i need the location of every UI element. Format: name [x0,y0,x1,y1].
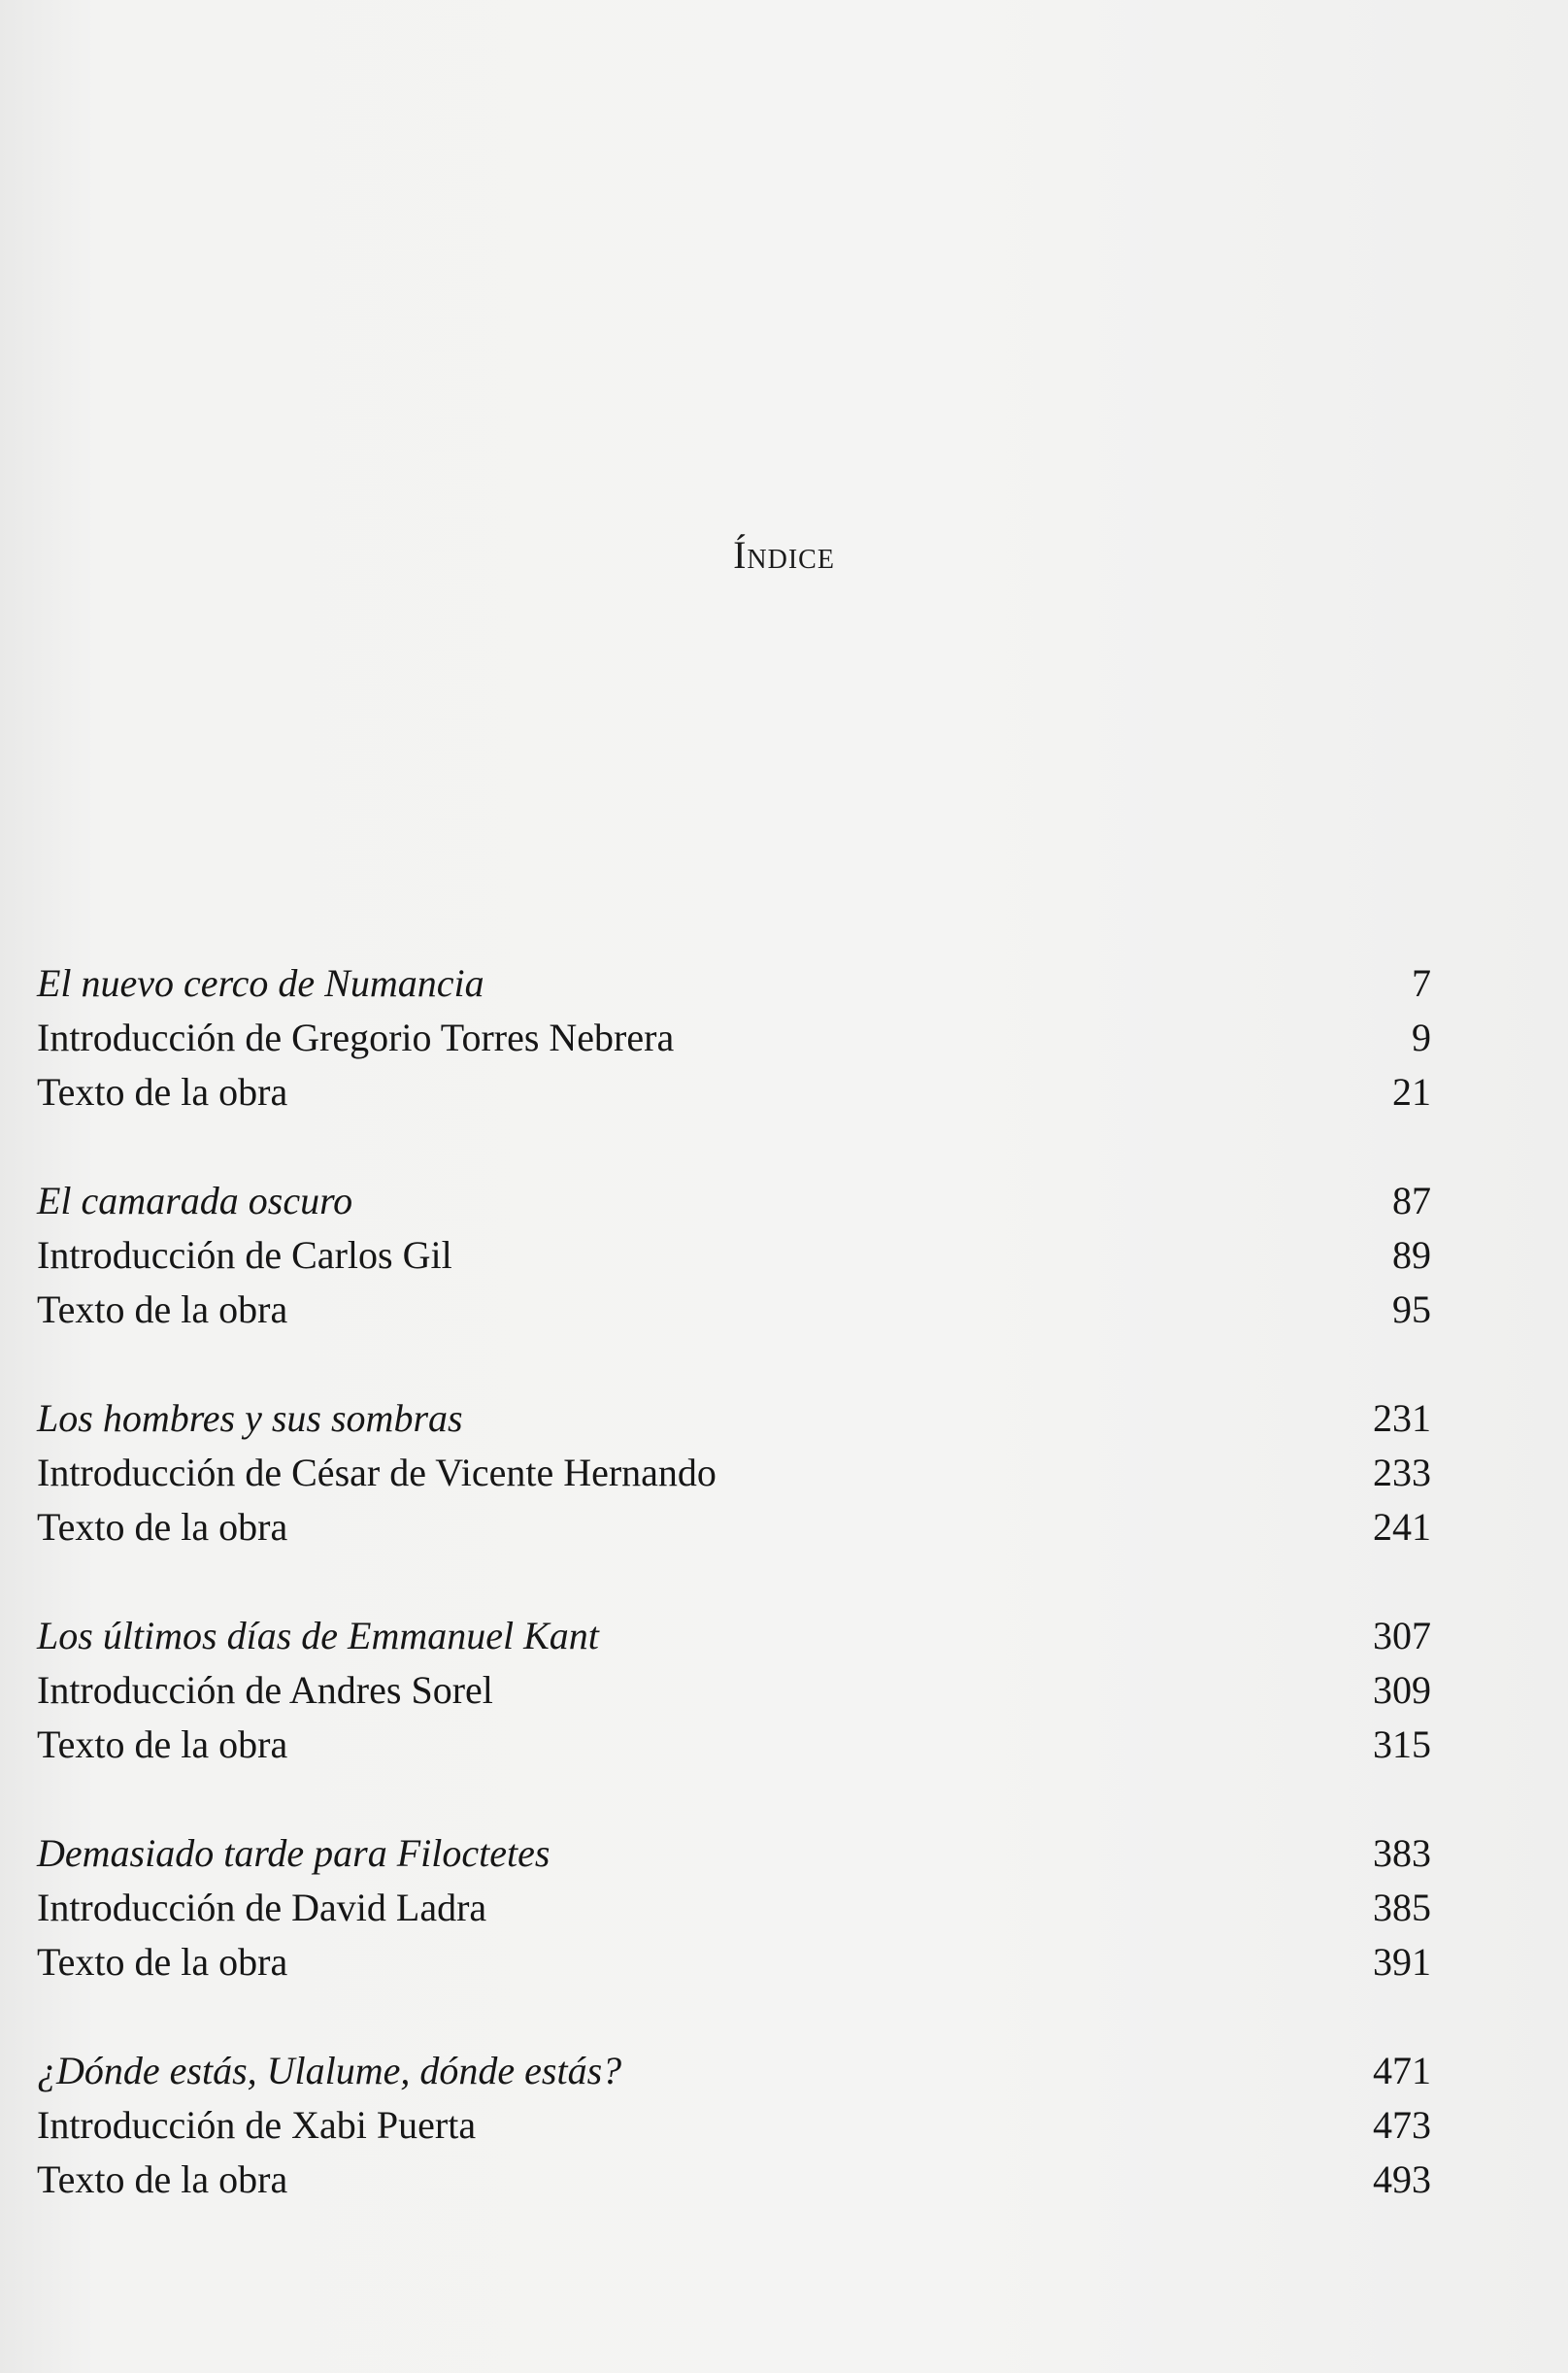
text-label: Texto de la obra [37,2157,288,2201]
toc-row-text [37,1283,1431,1337]
toc-row-intro [37,1228,1431,1283]
toc-row-work [37,956,1431,1011]
toc-row-text [37,1935,1431,1989]
page-number: 95 [1392,1287,1431,1331]
page-number: 21 [1392,1070,1431,1114]
page-number: 309 [1373,1668,1431,1712]
page-number: 471 [1373,2049,1431,2092]
work-title: ¿Dónde estás, Ulalume, dónde estás? [37,2049,622,2092]
page-number: 9 [1412,1016,1431,1059]
page-number: 233 [1373,1451,1431,1494]
page-number: 493 [1373,2157,1431,2201]
page-number: 315 [1373,1722,1431,1766]
toc-row-intro [37,1663,1431,1718]
page-number: 385 [1373,1886,1431,1929]
toc-section [37,1391,1431,1554]
page-number: 87 [1392,1179,1431,1222]
text-label: Texto de la obra [37,1070,288,1114]
page-number: 89 [1392,1233,1431,1277]
work-title: Los últimos días de Emmanuel Kant [37,1614,599,1657]
page-number: 231 [1373,1396,1431,1440]
toc-row-text [37,1718,1431,1772]
toc-row-intro [37,1446,1431,1500]
page-number: 307 [1373,1614,1431,1657]
intro-label: Introducción de Xabi Puerta [37,2103,477,2147]
work-title: El nuevo cerco de Numancia [37,961,484,1005]
toc-section [37,1609,1431,1772]
page-number: 391 [1373,1940,1431,1984]
toc-row-intro [37,1881,1431,1935]
work-title: Los hombres y sus sombras [37,1396,463,1440]
toc-row-work [37,1174,1431,1228]
page-number: 473 [1373,2103,1431,2147]
intro-label: Introducción de David Ladra [37,1886,487,1929]
page-number: 383 [1373,1831,1431,1875]
text-label: Texto de la obra [37,1505,288,1549]
intro-label: Introducción de Andres Sorel [37,1668,493,1712]
intro-label: Introducción de César de Vicente Hernando [37,1451,717,1494]
toc-row-work [37,1391,1431,1446]
intro-label: Introducción de Carlos Gil [37,1233,452,1277]
page-number: 241 [1373,1505,1431,1549]
text-label: Texto de la obra [37,1722,288,1766]
text-label: Texto de la obra [37,1287,288,1331]
toc-row-intro [37,1011,1431,1065]
work-title: El camarada oscuro [37,1179,353,1222]
page-title: Índice [733,533,835,577]
toc-row-work [37,2044,1431,2098]
toc-row-text [37,1500,1431,1554]
toc-row-text [37,1065,1431,1120]
toc-row-text [37,2153,1431,2207]
toc-row-intro [37,2098,1431,2153]
toc-row-work [37,1609,1431,1663]
page-number: 7 [1412,961,1431,1005]
toc-section [37,1174,1431,1337]
toc-row-work [37,1826,1431,1881]
toc-section [37,2044,1431,2207]
work-title: Demasiado tarde para Filoctetes [37,1831,550,1875]
text-label: Texto de la obra [37,1940,288,1984]
table-of-contents [37,956,1431,2261]
toc-section [37,956,1431,1120]
toc-section [37,1826,1431,1989]
intro-label: Introducción de Gregorio Torres Nebrera [37,1016,675,1059]
